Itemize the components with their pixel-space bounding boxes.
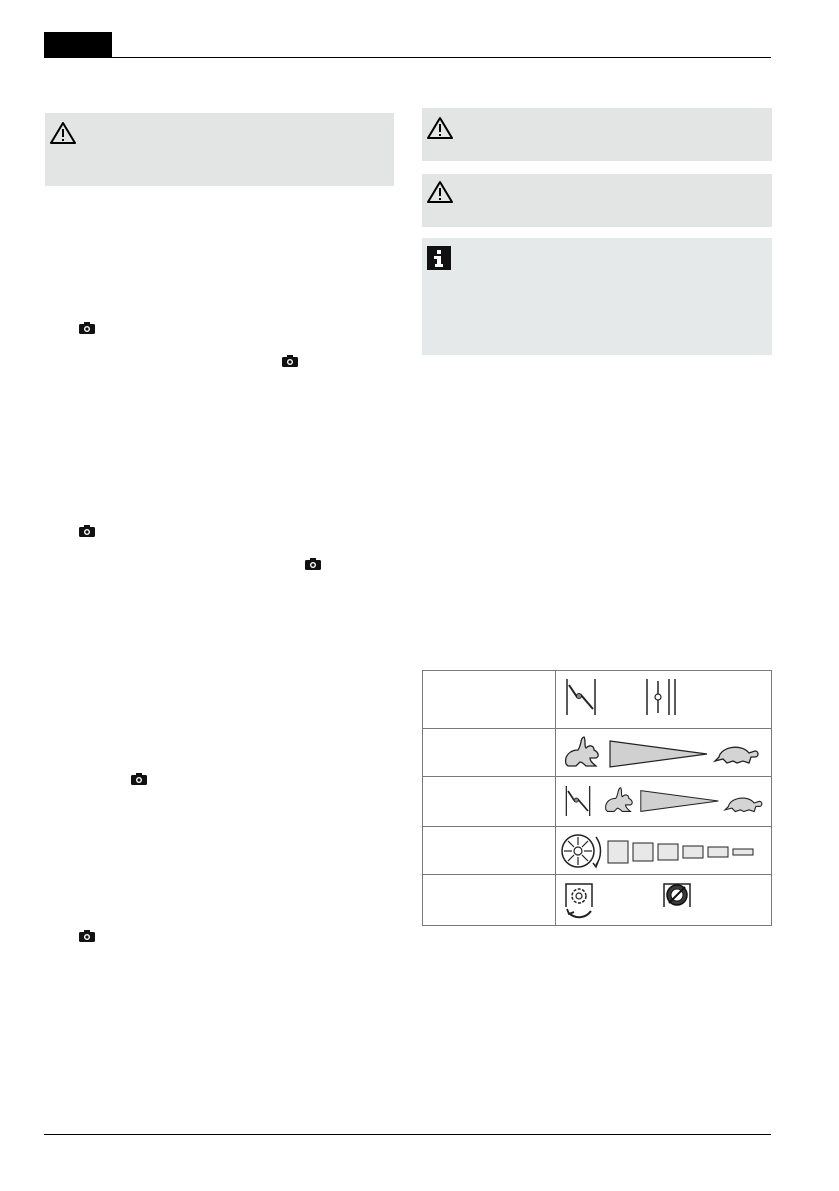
cutting-clamp-open-icon <box>563 781 593 821</box>
table-row <box>423 777 771 827</box>
table-row <box>423 827 771 875</box>
cutting-clamp-closed-icon <box>643 677 679 717</box>
step-scale-icon <box>607 839 757 865</box>
warning-triangle-icon <box>49 121 77 145</box>
warning-triangle-icon <box>426 180 454 204</box>
rotation-gear-icon <box>563 881 595 921</box>
blade-wheel-icon <box>560 831 604 871</box>
table-row <box>423 671 771 729</box>
header-rule <box>44 57 771 58</box>
warning-box <box>422 108 772 161</box>
camera-icon <box>79 322 95 334</box>
camera-icon <box>282 355 298 367</box>
camera-icon <box>79 525 95 537</box>
table-row <box>423 875 771 925</box>
rabbit-fast-icon <box>601 785 637 815</box>
footer-rule <box>44 1134 771 1135</box>
camera-icon <box>79 930 95 942</box>
header-tab-block <box>44 32 112 58</box>
camera-icon <box>131 773 147 785</box>
table-row <box>423 729 771 777</box>
cutting-clamp-open-icon <box>563 677 599 717</box>
turtle-slow-icon <box>711 739 761 767</box>
turtle-slow-icon <box>721 791 765 815</box>
symbol-table <box>422 670 772 926</box>
speed-wedge-icon <box>640 789 720 813</box>
rabbit-fast-icon <box>560 734 604 770</box>
info-box <box>422 238 772 355</box>
camera-icon <box>305 558 321 570</box>
speed-wedge-icon <box>609 739 709 769</box>
info-icon <box>427 246 451 270</box>
warning-box <box>45 113 394 186</box>
warning-triangle-icon <box>426 116 454 140</box>
rotation-lock-icon <box>661 881 693 911</box>
warning-box <box>422 174 772 227</box>
